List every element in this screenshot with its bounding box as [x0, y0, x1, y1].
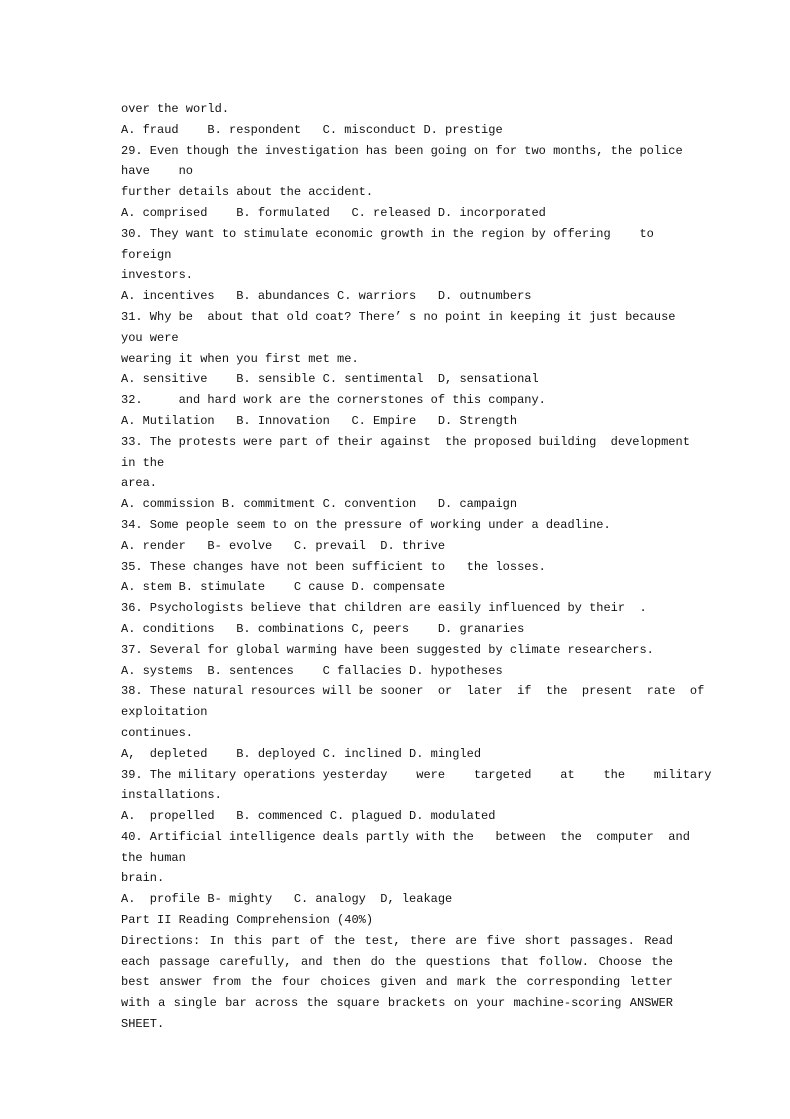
text-line: the human	[121, 850, 186, 865]
text-line: have no	[121, 164, 194, 179]
text-line: 30. They want to stimulate economic growth in the region by offering to	[121, 226, 654, 241]
text-line: A. commission B. commitment C. convention D. campaign	[121, 497, 518, 512]
text-line: A. stem B. stimulate C cause D. compensate	[121, 580, 446, 595]
text-line: A, depleted B. deployed C. inclined D. mingled	[121, 746, 482, 761]
text-line: area.	[121, 476, 158, 491]
text-line: 33. The protests were part of their against the proposed building development	[121, 434, 690, 449]
text-line: investors.	[121, 268, 194, 283]
text-line: 31. Why be about that old coat? There’ s no point in keeping it just because	[121, 309, 676, 324]
text-line: 39. The military operations yesterday were targeted at the military	[121, 767, 712, 782]
text-line: 40. Artificial intelligence deals partly with the between the computer and	[121, 829, 690, 844]
text-line: A. systems B. sentences C fallacies D. hypotheses	[121, 663, 503, 678]
text-line: 29. Even though the investigation has been going on for two months, the police	[121, 143, 683, 158]
text-line: 38. These natural resources will be sooner or later if the present rate of	[121, 684, 705, 699]
text-line: exploitation	[121, 705, 208, 720]
text-line: installations.	[121, 788, 222, 803]
text-line: further details about the accident.	[121, 185, 374, 200]
text-line: 35. These changes have not been sufficient to the losses.	[121, 559, 546, 574]
directions-paragraph: Directions: In this part of the test, there are five short passages. Read each passage carefully, and then do the questions that follow. Choose the best answer from the four choices given and mark the corresponding letter with a single bar across the square brackets on your machine-scoring ANSWER SHEET.	[121, 933, 673, 1032]
text-line: A. sensitive B. sensible C. sentimental D, sensational	[121, 372, 539, 387]
text-line: Part II Reading Comprehension (40%)	[121, 913, 374, 928]
text-line: over the world.	[121, 102, 230, 116]
text-line: A. comprised B. formulated C. released D. incorporated	[121, 205, 546, 220]
text-line: 36. Psychologists believe that children are easily influenced by their .	[121, 601, 647, 616]
text-line: A. incentives B. abundances C. warriors D. outnumbers	[121, 289, 532, 304]
question-lines	[121, 99, 712, 931]
text-line: A. profile B- mighty C. analogy D, leakage	[121, 892, 453, 907]
text-line: 37. Several for global warming have been suggested by climate researchers.	[121, 642, 654, 657]
text-line: in the	[121, 455, 165, 470]
text-line: A. propelled B. commenced C. plagued D. modulated	[121, 809, 496, 824]
document-page	[121, 99, 712, 1035]
text-line: you were	[121, 330, 179, 345]
text-line: A. Mutilation B. Innovation C. Empire D. Strength	[121, 413, 518, 428]
text-line: 32. and hard work are the cornerstones of this company.	[121, 393, 546, 408]
text-line: 34. Some people seem to on the pressure of working under a deadline.	[121, 517, 611, 532]
text-line: A. render B- evolve C. prevail D. thrive	[121, 538, 446, 553]
text-line: foreign	[121, 247, 172, 262]
text-line: A. conditions B. combinations C, peers D. granaries	[121, 621, 525, 636]
text-line: wearing it when you first met me.	[121, 351, 359, 366]
text-line: brain.	[121, 871, 165, 886]
text-line: continues.	[121, 725, 194, 740]
text-line: A. fraud B. respondent C. misconduct D. prestige	[121, 122, 503, 137]
